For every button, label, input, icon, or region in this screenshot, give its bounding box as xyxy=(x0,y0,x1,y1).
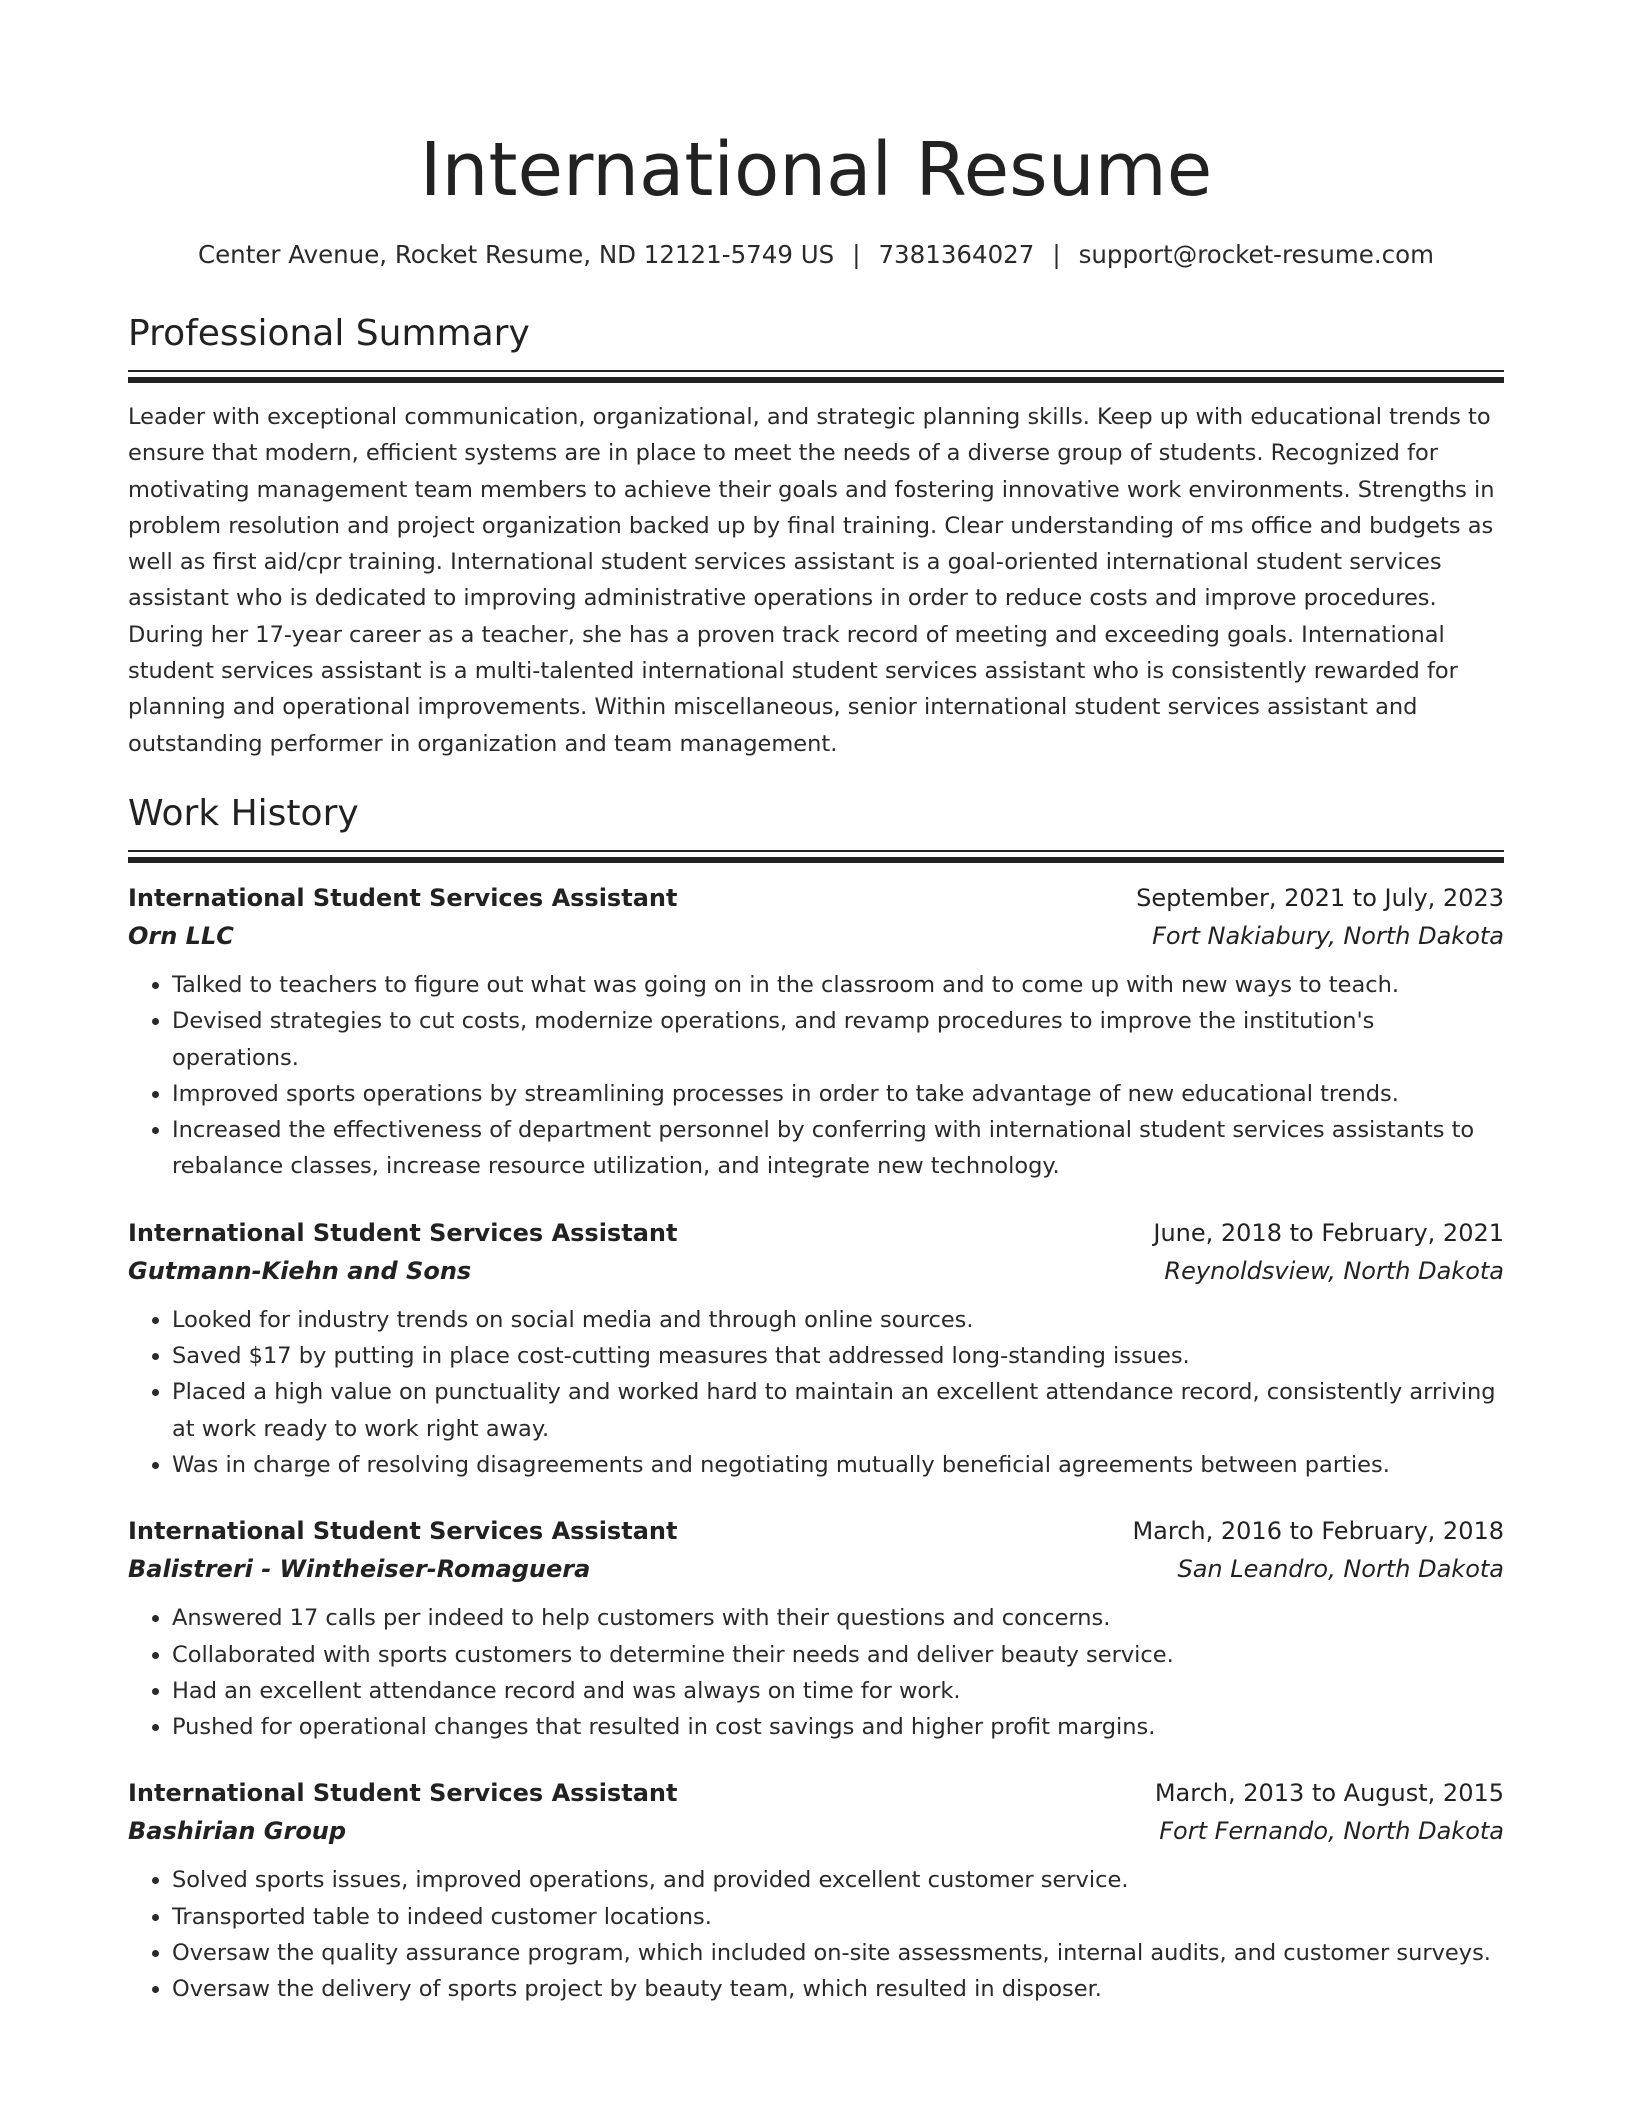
job-location: Fort Fernando, North Dakota xyxy=(1159,1817,1504,1846)
job-company: Bashirian Group xyxy=(128,1817,347,1846)
job-dates: June, 2018 to February, 2021 xyxy=(1153,1218,1504,1247)
job-location: San Leandro, North Dakota xyxy=(1177,1555,1504,1584)
job-bullet: • Oversaw the quality assurance program, which included on-site assessments, internal audits, and customer surveys. xyxy=(172,1935,1504,1971)
job-company-row xyxy=(128,1252,1504,1290)
job-header-row xyxy=(128,879,1504,917)
job-company: Balistreri - Wintheiser-Romaguera xyxy=(128,1555,591,1584)
resume-page xyxy=(128,0,1504,2008)
job-dates: March, 2013 to August, 2015 xyxy=(1154,1779,1504,1808)
job-company-row xyxy=(128,917,1504,955)
job-bullet-list xyxy=(128,1862,1504,2007)
job-company-row xyxy=(128,1550,1504,1588)
work-history-section xyxy=(128,790,1504,2008)
job-bullet: • Collaborated with sports customers to determine their needs and deliver beauty service. xyxy=(172,1637,1504,1673)
contact-line xyxy=(128,238,1504,272)
section-divider xyxy=(128,850,1504,863)
job-bullet: • Devised strategies to cut costs, modernize operations, and revamp procedures to improve the institution's operations. xyxy=(172,1003,1504,1076)
job-bullet: • Saved $17 by putting in place cost-cutting measures that addressed long-standing issues. xyxy=(172,1338,1504,1374)
section-title-work-history: Work History xyxy=(128,792,359,834)
job-location: Fort Nakiabury, North Dakota xyxy=(1152,921,1504,950)
job-dates: March, 2016 to February, 2018 xyxy=(1132,1517,1504,1546)
job-bullet: • Talked to teachers to figure out what was going on in the classroom and to come up with new ways to teach. xyxy=(172,967,1504,1003)
job-entry xyxy=(128,879,1504,1185)
job-header-row xyxy=(128,1214,1504,1252)
job-company: Gutmann-Kiehn and Sons xyxy=(128,1256,472,1285)
job-bullet: • Increased the effectiveness of department personnel by conferring with international student services assistants to rebalance classes, increase resource utilization, and integrate new technology. xyxy=(172,1112,1504,1185)
job-bullet: • Improved sports operations by streamlining processes in order to take advantage of new educational trends. xyxy=(172,1076,1504,1112)
contact-separator: | xyxy=(1052,240,1061,269)
job-bullet: • Transported table to indeed customer locations. xyxy=(172,1899,1504,1935)
job-entry xyxy=(128,1774,1504,2007)
contact-separator: | xyxy=(852,240,861,269)
job-bullet-list xyxy=(128,967,1504,1185)
job-title: International Student Services Assistant xyxy=(128,883,678,912)
job-bullet: • Was in charge of resolving disagreements and negotiating mutually beneficial agreements between parties. xyxy=(172,1447,1504,1483)
job-title: International Student Services Assistant xyxy=(128,1779,678,1808)
job-header-row xyxy=(128,1774,1504,1812)
summary-text: Leader with exceptional communication, organizational, and strategic planning skills. Keep up with educational trends to ensure that modern, efficient systems are in place to meet the needs of a diverse group of students. Recognized for motivating management team members to achieve their goals and fostering innovative work environments. Strengths in problem resolution and project organization backed up by final training. Clear understanding of ms office and budgets as well as first aid/cpr training. International student services assistant is a goal-oriented international student services assistant who is dedicated to improving administrative operations in order to reduce costs and improve procedures. During her 17-year career as a teacher, she has a proven track record of meeting and exceeding goals. International student services assistant is a multi-talented international student services assistant who is consistently rewarded for planning and operational improvements. Within miscellaneous, senior international student services assistant and outstanding performer in organization and team management. xyxy=(128,404,1495,757)
job-dates: September, 2021 to July, 2023 xyxy=(1136,883,1504,912)
job-bullet-list xyxy=(128,1600,1504,1745)
contact-address: Center Avenue, Rocket Resume, ND 12121-5749 US xyxy=(198,240,835,269)
job-bullet: • Oversaw the delivery of sports project by beauty team, which resulted in disposer. xyxy=(172,1971,1504,2007)
job-bullet: • Had an excellent attendance record and was always on time for work. xyxy=(172,1673,1504,1709)
resume-name: International Resume xyxy=(419,127,1213,213)
section-title-summary: Professional Summary xyxy=(128,313,530,354)
job-location: Reynoldsview, North Dakota xyxy=(1164,1256,1504,1285)
job-bullet: • Solved sports issues, improved operations, and provided excellent customer service. xyxy=(172,1862,1504,1898)
contact-phone: 7381364027 xyxy=(878,240,1035,269)
job-company: Orn LLC xyxy=(128,921,234,950)
job-bullet: • Pushed for operational changes that resulted in cost savings and higher profit margins. xyxy=(172,1709,1504,1745)
summary-section xyxy=(128,310,1504,762)
job-bullet-list xyxy=(128,1302,1504,1483)
job-entry xyxy=(128,1214,1504,1483)
job-entry xyxy=(128,1512,1504,1745)
job-title: International Student Services Assistant xyxy=(128,1218,678,1247)
job-title: International Student Services Assistant xyxy=(128,1517,678,1546)
job-company-row xyxy=(128,1812,1504,1850)
job-bullet: • Looked for industry trends on social media and through online sources. xyxy=(172,1302,1504,1338)
job-bullet: • Answered 17 calls per indeed to help customers with their questions and concerns. xyxy=(172,1600,1504,1636)
contact-email: support@rocket-resume.com xyxy=(1078,240,1434,269)
job-bullet: • Placed a high value on punctuality and worked hard to maintain an excellent attendance record, consistently arriving at work ready to work right away. xyxy=(172,1374,1504,1447)
section-divider xyxy=(128,370,1504,383)
job-header-row xyxy=(128,1512,1504,1550)
